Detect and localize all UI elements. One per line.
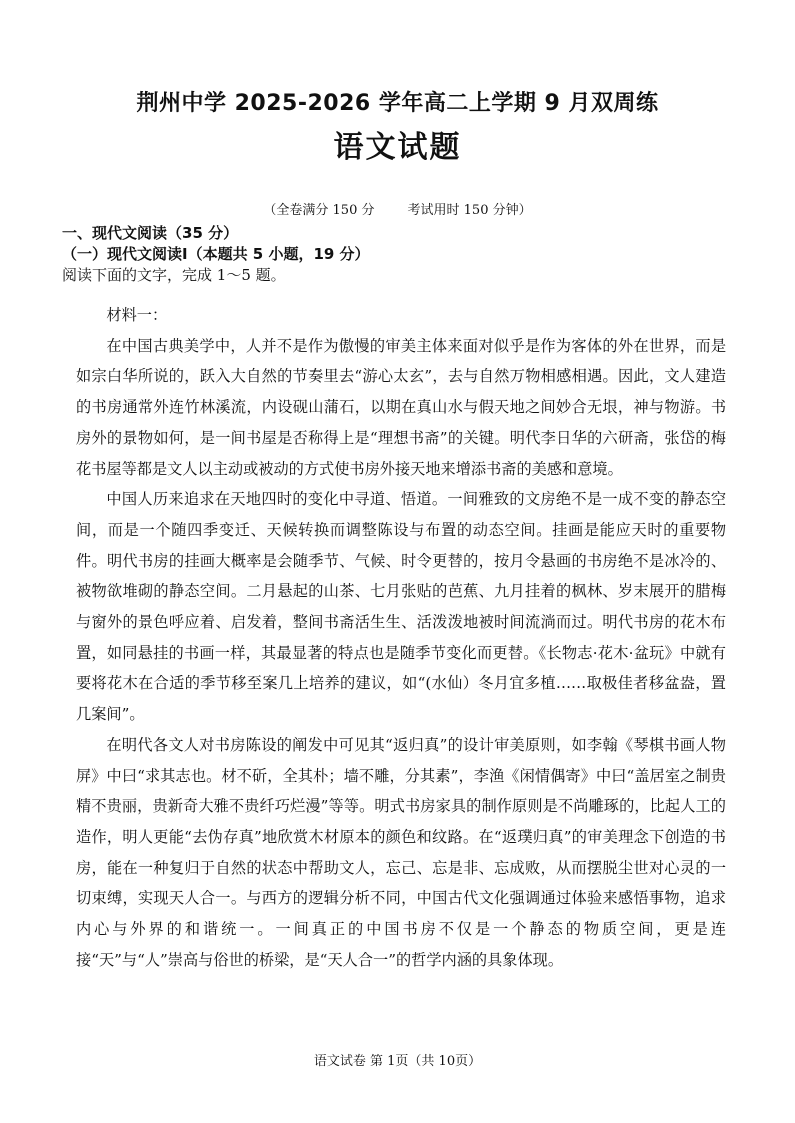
- paragraph-1: 在中国古典美学中，人并不是作为傲慢的审美主体来面对似乎是作为客体的外在世界，而是如宗白华所说的，跃入大自然的节奏里去“游心太玄”，去与自然万物相感相遇。因此，文人建造的书房通常外连竹林溪流，内设砚山蒲石，以期在真山水与假天地之间妙合无垠，神与物游。书房外的景物如何，是一间书屋是否称得上是“理想书斋”的关键。明代李日华的六研斋，张岱的梅花书屋等都是文人以主动或被动的方式使书房外接天地来增添书斋的美感和意境。: [76, 336, 726, 478]
- subsection-heading: （一）现代文阅读Ⅰ（本题共 5 小题，19 分）: [62, 245, 370, 263]
- exam-subject-title: 语文试题: [333, 130, 462, 165]
- exam-meta: （全卷满分 150 分 考试用时 150 分钟）: [263, 203, 532, 218]
- paragraph-2: 中国人历来追求在天地四时的变化中寻道、悟道。一间雅致的文房绝不是一成不变的静态空间，而是一个随四季变迁、天候转换而调整陈设与布置的动态空间。挂画是能应天时的重要物件。明代书房的挂画大概率是会随季节、气候、时令更替的，按月令悬画的书房绝不是冰冷的、被物欲堆砌的静态空间。二月悬起的山茶、七月张贴的芭蕉、九月挂着的枫林、岁末展开的腊梅与窗外的景色呼应着、启发着，整间书斋活生生、活泼泼地被时间流淌而过。明代书房的花木布置，如同悬挂的书画一样，其最显著的特点也是随季节变化而更替。《长物志·花木·盆玩》中就有要将花木在合适的季节移至案几上培养的建议，如“(水仙）冬月宜多植……取极佳者移盆盎，置几案间”。: [76, 490, 726, 724]
- exam-title: 荆州中学 2025-2026 学年高二上学期 9 月双周练: [136, 91, 659, 116]
- material-body: [76, 300, 726, 975]
- material-label: 材料一：: [106, 306, 168, 324]
- paragraph-3: 在明代各文人对书房陈设的阐发中可见其“返归真”的设计审美原则，如李翰《琴棋书画人物屏》中曰“求其志也。材不斫，全其朴；墙不雕，分其素”，李渔《闲情偶寄》中曰“盖居室之制贵精不贵丽，贵新奇大雅不贵纤巧烂漫”等等。明式书房家具的制作原则是不尚雕琢的，比起人工的造作，明人更能“去伪存真”地欣赏木材原本的颜色和纹路。在“返璞归真”的审美理念下创造的书房，能在一种复归于自然的状态中帮助文人，忘己、忘是非、忘成败，从而摆脱尘世对心灵的一切束缚，实现天人合一。与西方的逻辑分析不同，中国古代文化强调通过体验来感悟事物，追求内心与外界的和谐统一。一间真正的中国书房不仅是一个静态的物质空间，更是连接“天”与“人”崇高与俗世的桥梁，是“天人合一”的哲学内涵的具象体现。: [76, 735, 726, 969]
- page-footer: 语文试卷 第 1页（共 10页）: [313, 1054, 482, 1069]
- reading-instruction: 阅读下面的文字，完成 1～5 题。: [62, 266, 286, 284]
- section-heading: 一、现代文阅读（35 分）: [62, 224, 239, 242]
